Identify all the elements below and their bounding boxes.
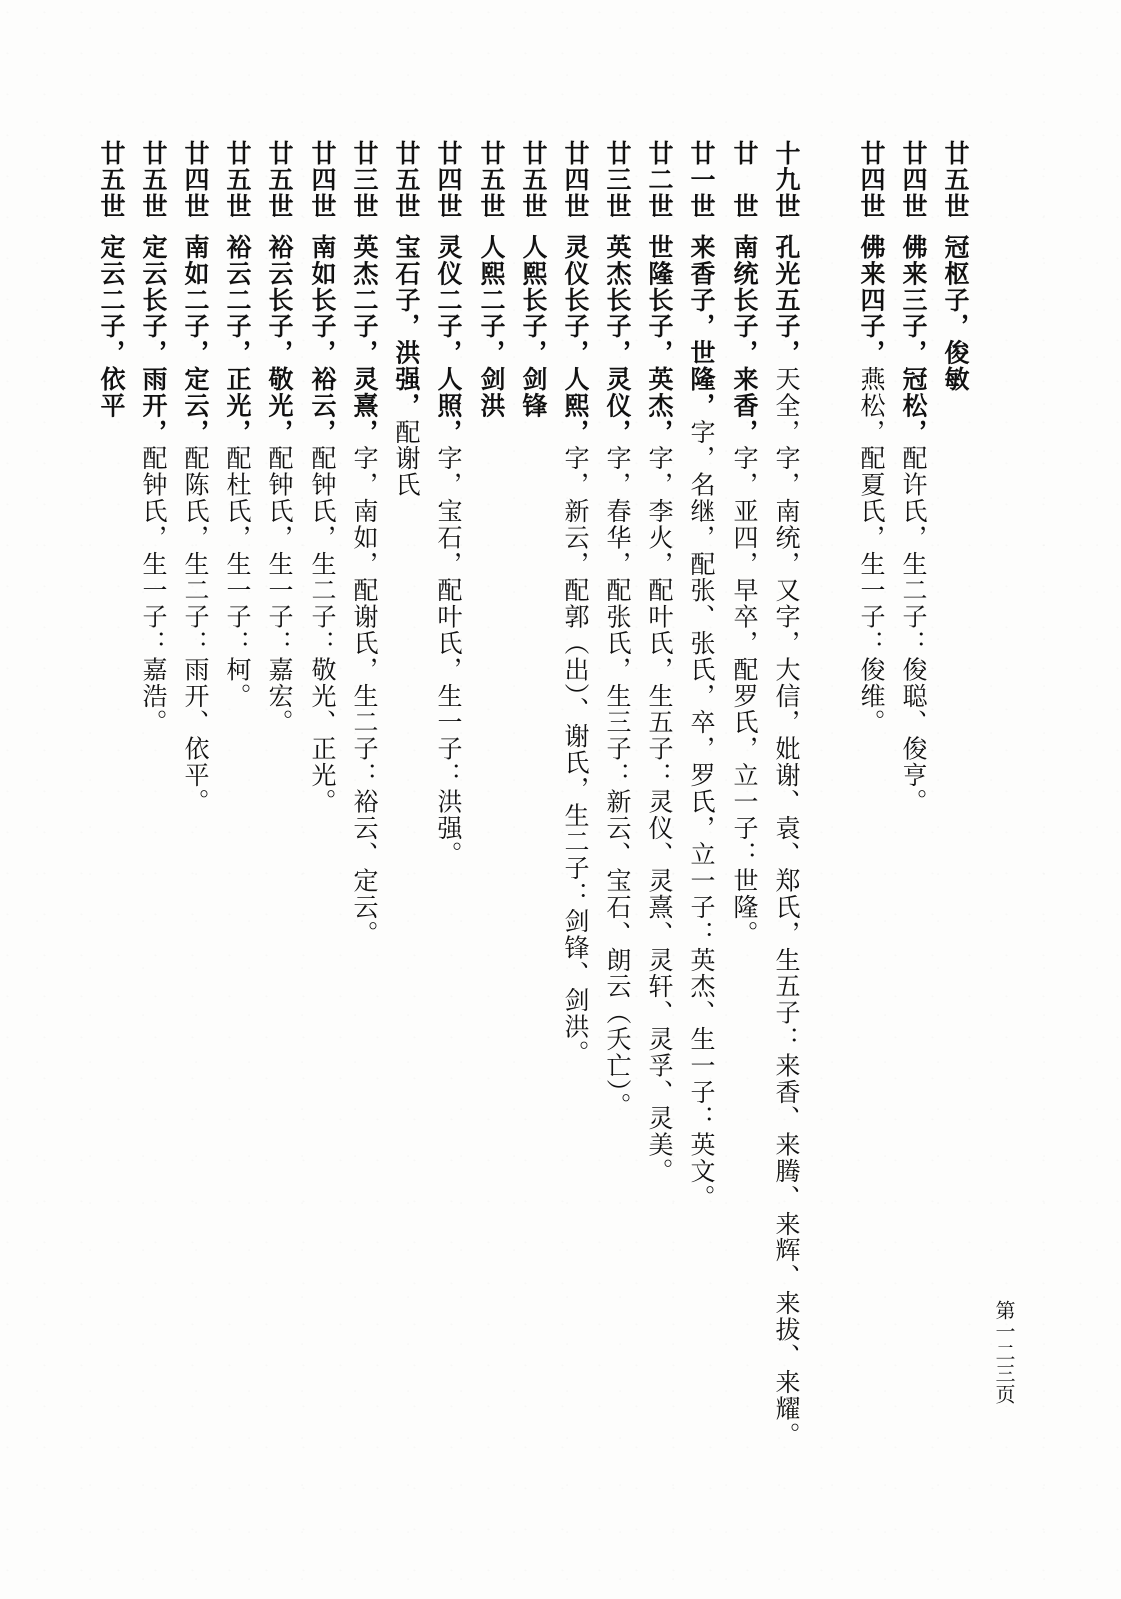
generation-label: 廿五世 <box>392 140 421 220</box>
generation-label: 廿四世 <box>308 140 337 220</box>
entry-head: 人熙长子，剑锋 <box>519 234 548 419</box>
genealogy-entry <box>474 140 508 419</box>
entry-detail: 配陈氏，生二子：雨开、依平。 <box>181 445 210 815</box>
entry-head: 世隆长子，英杰， <box>645 234 674 446</box>
generation-label: 廿五世 <box>519 140 548 220</box>
entry-head: 灵仪长子，人熙， <box>561 234 590 446</box>
genealogy-entry <box>94 140 128 419</box>
genealogy-entry <box>262 140 296 736</box>
entry-head: 冠枢子， <box>941 234 970 340</box>
entry-detail: 配杜氏，生一子：柯。 <box>223 445 252 710</box>
generation-label: 廿一世 <box>687 140 716 220</box>
entry-head: 灵仪二子，人照， <box>434 234 463 446</box>
entry-detail: 配钟氏，生一子：嘉浩。 <box>139 445 168 736</box>
entry-detail: 配许氏，生二子：俊聪、俊亨。 <box>899 445 928 815</box>
page-number: 第一二三页 <box>992 1300 1016 1405</box>
generation-label: 廿四世 <box>561 140 590 220</box>
generation-label: 廿 世 <box>730 140 759 220</box>
entry-head: 定云长子，雨开， <box>139 234 168 446</box>
entry-head: 定云二子，依平 <box>97 234 126 419</box>
entry-head: 佛来四子， <box>857 234 886 366</box>
genealogy-entry <box>938 140 972 392</box>
entry-detail: 燕松，配夏氏，生一子：俊维。 <box>857 366 886 736</box>
genealogy-entry <box>642 140 676 1184</box>
entry-detail: 字，南如，配谢氏，生二子：裕云、定云。 <box>350 445 379 947</box>
generation-label: 廿四世 <box>899 140 928 220</box>
generation-label: 廿五世 <box>941 140 970 220</box>
entry-head: 裕云长子，敬光， <box>265 234 294 446</box>
generation-label: 廿五世 <box>223 140 252 220</box>
generation-label: 廿五世 <box>97 140 126 220</box>
entry-head: 宝石子，洪强， <box>392 234 421 419</box>
entry-detail: 字，新云，配郭（出）、谢氏，生二子：剑锋、剑洪。 <box>561 445 590 1067</box>
genealogy-entry <box>136 140 170 736</box>
genealogy-entry <box>600 140 634 1119</box>
entry-detail: 配钟氏，生一子：嘉宏。 <box>265 445 294 736</box>
genealogy-entry <box>220 140 254 709</box>
generation-label: 廿四世 <box>434 140 463 220</box>
genealogy-entry <box>896 140 930 815</box>
entry-detail: 天全，字，南统，又字，大信，妣谢、袁、郑氏，生五子：来香、来腾、来辉、来拔、来耀。 <box>772 366 801 1449</box>
entry-detail: 配钟氏，生二子：敬光、正光。 <box>308 445 337 815</box>
entry-detail: 字，春华，配张氏，生三子：新云、宝石、朗云（夭亡）。 <box>603 445 632 1120</box>
genealogy-entry <box>727 140 761 947</box>
genealogy-entry <box>769 140 803 1448</box>
entry-head: 英杰长子，灵仪， <box>603 234 632 446</box>
entry-head: 南统长子，来香， <box>730 234 759 446</box>
entry-detail: 字，亚四，早卒，配罗氏，立一子：世隆。 <box>730 445 759 947</box>
entry-head: 南如二子，定云， <box>181 234 210 446</box>
genealogy-entry <box>347 140 381 947</box>
generation-label: 廿三世 <box>603 140 632 220</box>
entry-head: 来香子，世隆， <box>687 234 716 419</box>
genealogy-entry <box>431 140 465 868</box>
entry-detail: 字，宝石，配叶氏，生一子：洪强。 <box>434 445 463 868</box>
genealogy-entry <box>178 140 212 815</box>
genealogy-entry <box>854 140 888 736</box>
entry-head: 南如长子，裕云， <box>308 234 337 446</box>
entry-detail: 俊敏 <box>941 339 970 393</box>
genealogy-entry <box>305 140 339 815</box>
generation-label: 廿五世 <box>477 140 506 220</box>
entry-detail: 字，名继，配张、张氏，卒，罗氏，立一子：英杰、生一子：英文。 <box>687 418 716 1211</box>
entry-detail: 配谢氏 <box>392 418 421 499</box>
genealogy-entry <box>684 140 718 1211</box>
entry-head: 孔光五子， <box>772 234 801 366</box>
generation-label: 十九世 <box>772 140 801 220</box>
genealogy-entry <box>389 140 423 498</box>
generation-label: 廿四世 <box>181 140 210 220</box>
entry-head: 人熙二子，剑洪 <box>477 234 506 419</box>
genealogy-entry <box>516 140 550 419</box>
entry-head: 佛来三子，冠松， <box>899 234 928 446</box>
generation-label: 廿二世 <box>645 140 674 220</box>
generation-label: 廿五世 <box>139 140 168 220</box>
entry-head: 英杰二子，灵熹， <box>350 234 379 446</box>
generation-label: 廿四世 <box>857 140 886 220</box>
generation-label: 廿三世 <box>350 140 379 220</box>
entry-detail: 字，李火，配叶氏，生五子：灵仪、灵熹、灵轩、灵孚、灵美。 <box>645 445 674 1185</box>
genealogy-entry <box>558 140 592 1066</box>
generation-label: 廿五世 <box>265 140 294 220</box>
entry-head: 裕云二子，正光， <box>223 234 252 446</box>
